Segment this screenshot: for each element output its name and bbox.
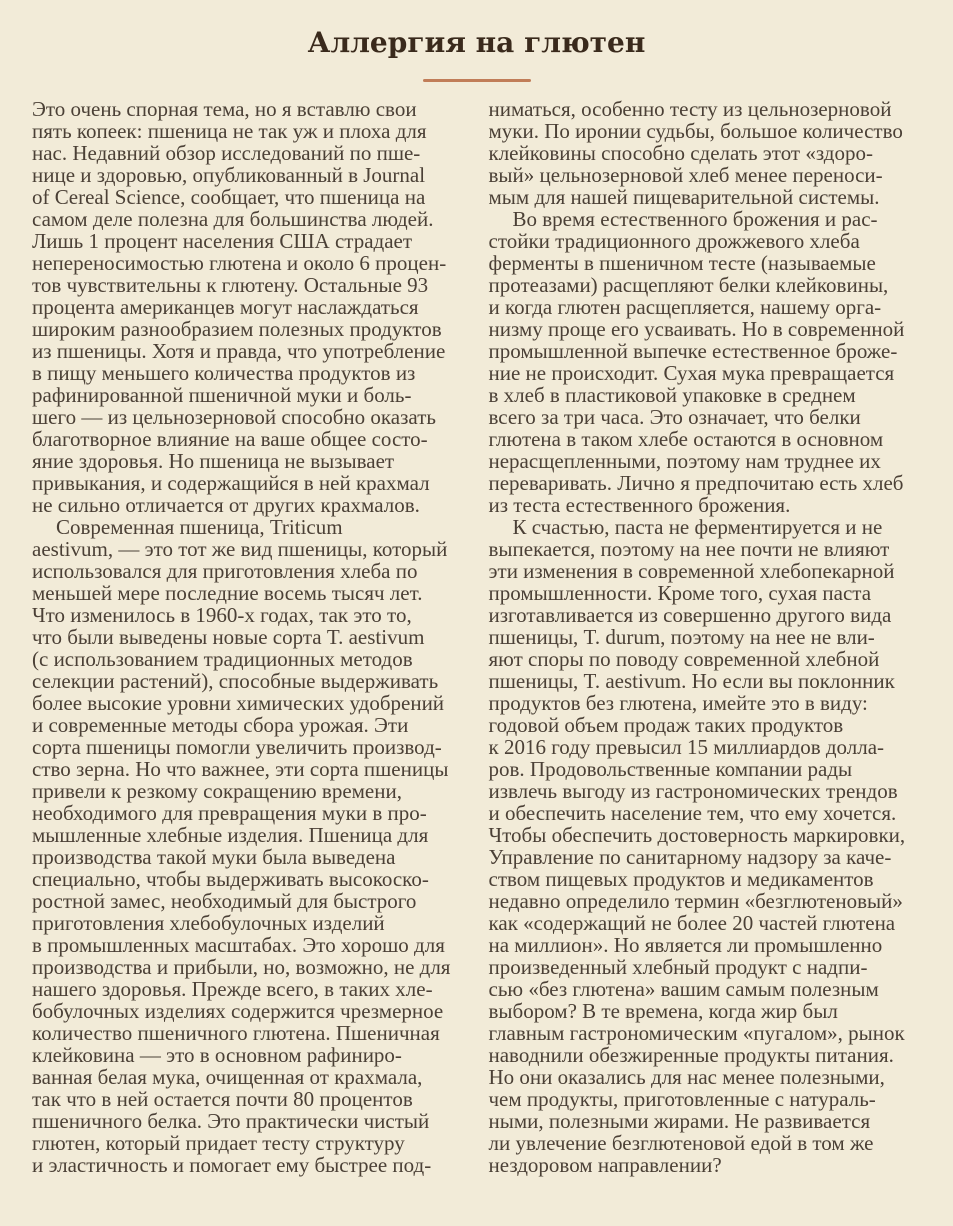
text-line: ство зерна. Но что важнее, эти сорта пшеницы <box>32 757 449 781</box>
text-line: мым для нашей пищеварительной системы. <box>488 185 880 209</box>
text-line: нерасщепленными, поэтому нам труднее их <box>488 449 881 473</box>
text-line: ростной замес, необходимый для быстрого <box>32 889 417 913</box>
text-line: нашего здоровья. Прежде всего, в таких хле- <box>32 977 433 1001</box>
text-line: как «содержащий не более 20 частей глютена <box>488 911 896 935</box>
text-line: привели к резкому сокращению времени, <box>32 779 402 803</box>
text-line: необходимого для превращения муки в про- <box>32 801 427 825</box>
two-column-layout <box>32 98 921 1176</box>
text-line: пшеничного белка. Это практически чистый <box>32 1109 430 1133</box>
text-line: шего — из цельнозерновой способно оказать <box>32 405 436 429</box>
text-line: использовался для приготовления хлеба по <box>32 559 418 583</box>
text-line: тов чувствительны к глютену. Остальные 93 <box>32 273 429 297</box>
text-line: и эластичность и помогает ему быстрее под- <box>32 1153 432 1177</box>
text-line: ров. Продовольственные компании рады <box>488 757 853 781</box>
text-line: нице и здоровью, опубликованный в Journal <box>32 163 426 187</box>
text-line: Что изменилось в 1960-х годах, так это то, <box>32 603 412 627</box>
paragraph <box>489 98 922 208</box>
text-line: наводнили обезжиренные продукты питания. <box>488 1043 894 1067</box>
text-line: количество пшеничного глютена. Пшеничная <box>32 1021 440 1045</box>
text-line: клейковины способно сделать этот «здоро- <box>488 141 873 165</box>
text-line: Лишь 1 процент населения США страдает <box>32 229 413 253</box>
text-line: и современные методы сбора урожая. Эти <box>32 713 409 737</box>
text-line: производства и прибыли, но, возможно, не для <box>32 955 451 979</box>
text-line: и когда глютен расщепляется, нашему орга- <box>488 295 882 319</box>
paragraph <box>32 516 465 1176</box>
text-line: пшеницы, T. aestivum. Но если вы поклонник <box>488 669 895 693</box>
text-line: сью «без глютена» вашим самым полезным <box>488 977 879 1001</box>
text-line: извлечь выгоду из гастрономических трендов <box>488 779 898 803</box>
text-line: что были выведены новые сорта T. aestivum <box>32 625 425 649</box>
text-line: глютен, который придает тесту структуру <box>32 1131 405 1155</box>
paragraph <box>32 98 465 516</box>
text-line: К счастью, паста не ферментируется и не <box>512 515 883 539</box>
text-line: пять копеек: пшеница не так уж и плоха для <box>32 119 427 143</box>
text-line: так что в ней остается почти 80 процентов <box>32 1087 413 1111</box>
text-line: годовой объем продаж таких продуктов <box>488 713 844 737</box>
text-line: продуктов без глютена, имейте это в виду: <box>488 691 868 715</box>
text-column-left <box>32 98 465 1176</box>
text-line: пшеницы, T. durum, поэтому на нее не вли- <box>488 625 875 649</box>
text-line: нас. Недавний обзор исследований по пше- <box>32 141 421 165</box>
text-line: Чтобы обеспечить достоверность маркировки, <box>488 823 906 847</box>
text-line: изготавливается из совершенно другого вида <box>488 603 892 627</box>
text-line: всего за три часа. Это означает, что белки <box>488 405 861 429</box>
text-line: ферменты в пшеничном тесте (называемые <box>488 251 876 275</box>
text-line: к 2016 году превысил 15 миллиардов долла- <box>488 735 885 759</box>
text-line: процента американцев могут наслаждаться <box>32 295 419 319</box>
title-divider <box>423 79 531 82</box>
article-page <box>0 26 953 1226</box>
text-line: приготовления хлебобулочных изделий <box>32 911 385 935</box>
text-line: ными, полезными жирами. Не развивается <box>488 1109 871 1133</box>
text-line: непереносимостью глютена и около 6 процен- <box>32 251 447 275</box>
paragraph <box>489 516 922 1176</box>
text-line: главным гастрономическим «пугалом», рынок <box>488 1021 905 1045</box>
text-line: в промышленных масштабах. Это хорошо для <box>32 933 445 957</box>
text-line: недавно определило термин «безглютеновый» <box>488 889 903 913</box>
text-line: выбором? В те времена, когда жир был <box>488 999 838 1023</box>
text-line: привыкания, и содержащийся в ней крахмал <box>32 471 430 495</box>
text-line: Это очень спорная тема, но я вставлю свои <box>32 97 417 121</box>
text-line: более высокие уровни химических удобрений <box>32 691 445 715</box>
text-line: of Cereal Science, сообщает, что пшеница на <box>32 185 426 209</box>
text-line: глютена в таком хлебе остаются в основном <box>488 427 884 451</box>
text-line: ли увлечение безглютеновой едой в том же <box>488 1131 874 1155</box>
text-line: Но они оказались для нас менее полезными, <box>488 1065 885 1089</box>
text-line: переваривать. Лично я предпочитаю есть хлеб <box>488 471 904 495</box>
text-line: Во время естественного брожения и рас- <box>512 207 878 231</box>
text-line: ние не происходит. Сухая мука превращается <box>488 361 895 385</box>
text-line: чем продукты, приготовленные с натураль- <box>488 1087 876 1111</box>
text-line: сорта пшеницы помогли увеличить производ- <box>32 735 442 759</box>
text-line: протеазами) расщепляют белки клейковины, <box>488 273 889 297</box>
text-line: стойки традиционного дрожжевого хлеба <box>488 229 860 253</box>
text-line: бобулочных изделиях содержится чрезмерное <box>32 999 444 1023</box>
text-line: самом деле полезна для большинства людей. <box>32 207 434 231</box>
text-line: промышленной выпечке естественное броже- <box>488 339 898 363</box>
text-line: эти изменения в современной хлебопекарной <box>488 559 895 583</box>
text-line: промышленности. Кроме того, сухая паста <box>488 581 872 605</box>
text-line: специально, чтобы выдерживать высокоско- <box>32 867 429 891</box>
text-line: и обеспечить население тем, что ему хочется. <box>488 801 897 825</box>
text-line: вый» цельнозерновой хлеб менее переноси- <box>488 163 883 187</box>
text-line: Современная пшеница, Triticum <box>56 515 343 539</box>
text-line: нездоровом направлении? <box>488 1153 722 1177</box>
page-title: Аллергия на глютен <box>307 26 646 59</box>
text-line: меньшей мере последние восемь тысяч лет. <box>32 581 423 605</box>
text-line: Управление по санитарному надзору за каче- <box>488 845 892 869</box>
text-line: благотворное влияние на ваше общее состо- <box>32 427 428 451</box>
text-line: ниматься, особенно тесту из цельнозерновой <box>488 97 892 121</box>
text-line: из пшеницы. Хотя и правда, что употребление <box>32 339 446 363</box>
text-line: (с использованием традиционных методов <box>32 647 413 671</box>
text-line: широким разнообразием полезных продуктов <box>32 317 442 341</box>
text-line: из теста естественного брожения. <box>488 493 791 517</box>
text-line: мышленные хлебные изделия. Пшеница для <box>32 823 429 847</box>
text-line: клейковина — это в основном рафиниро- <box>32 1043 402 1067</box>
text-line: ством пищевых продуктов и медикаментов <box>488 867 874 891</box>
text-line: яние здоровья. Но пшеница не вызывает <box>32 449 395 473</box>
text-line: яют споры по поводу современной хлебной <box>488 647 880 671</box>
text-line: на миллион». Но является ли промышленно <box>488 933 883 957</box>
paragraph <box>489 208 922 516</box>
text-line: рафинированной пшеничной муки и боль- <box>32 383 412 407</box>
text-line: селекции растений), способные выдерживать <box>32 669 439 693</box>
text-line: производства такой муки была выведена <box>32 845 396 869</box>
text-line: муки. По иронии судьбы, большое количество <box>488 119 903 143</box>
text-line: не сильно отличается от других крахмалов. <box>32 493 420 517</box>
text-line: в хлеб в пластиковой упаковке в среднем <box>488 383 856 407</box>
text-line: в пищу меньшего количества продуктов из <box>32 361 416 385</box>
text-line: низму проще его усваивать. Но в современной <box>488 317 905 341</box>
text-column-right <box>489 98 922 1176</box>
text-line: выпекается, поэтому на нее почти не влияют <box>488 537 890 561</box>
text-line: ванная белая мука, очищенная от крахмала, <box>32 1065 423 1089</box>
text-line: произведенный хлебный продукт с надпи- <box>488 955 868 979</box>
text-line: aestivum, — это тот же вид пшеницы, который <box>32 537 448 561</box>
